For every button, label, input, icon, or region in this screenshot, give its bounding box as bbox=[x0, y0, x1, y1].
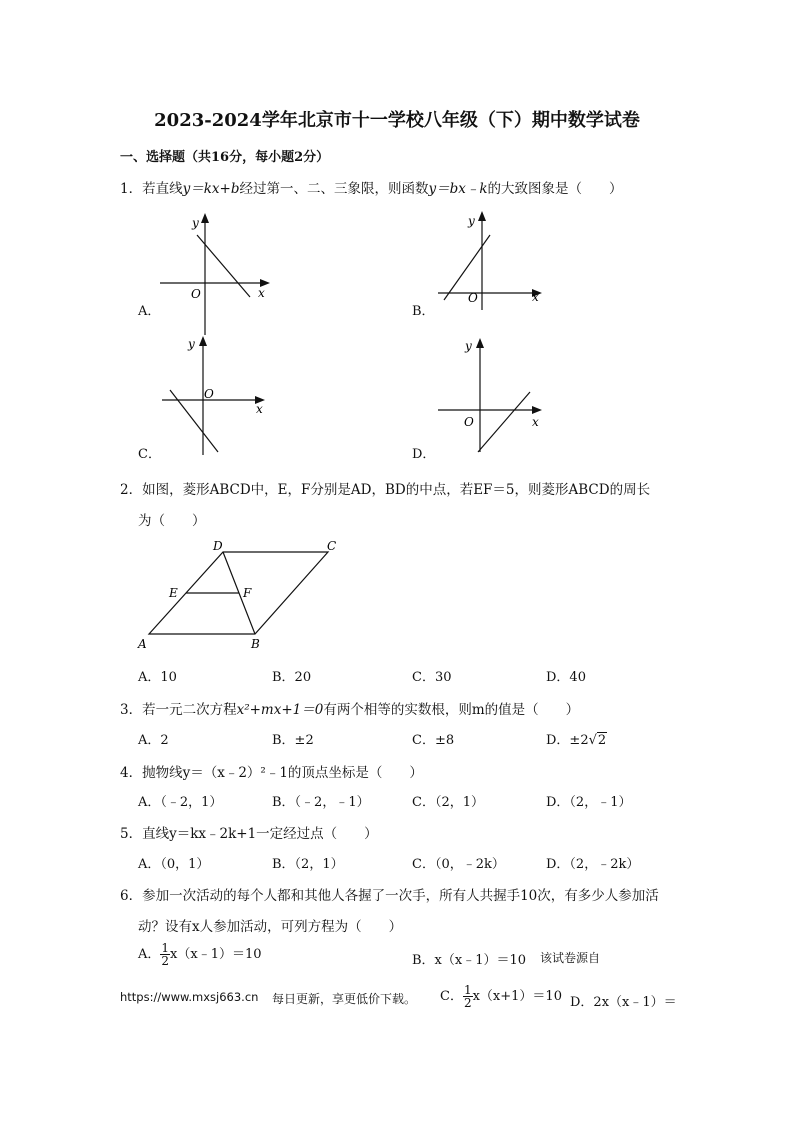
q5-option-d: D．（2，﹣2k） bbox=[546, 857, 640, 872]
q1-option-a-label: A． bbox=[138, 304, 161, 319]
q6-option-b: B．x（x﹣1）＝10 bbox=[412, 953, 527, 968]
watermark-url[interactable]: https://www.mxsj663.cn bbox=[120, 990, 259, 1004]
q4-option-b: B．（﹣2，﹣1） bbox=[272, 795, 370, 810]
q2-option-a: A．10 bbox=[138, 670, 177, 685]
y-axis-arrow bbox=[199, 336, 207, 346]
watermark-line-2: 每日更新，享更低价下载。 bbox=[272, 992, 417, 1006]
q1-option-b-label: B． bbox=[412, 304, 435, 319]
q6-option-a-rest: x（x﹣1）＝10 bbox=[170, 947, 262, 962]
question-3 bbox=[120, 698, 579, 718]
q6-option-a-label: A． bbox=[138, 947, 161, 962]
q6-option-c bbox=[440, 984, 562, 1009]
graph-line bbox=[444, 235, 490, 300]
q1-option-d-label: D． bbox=[412, 447, 436, 462]
question-1 bbox=[120, 177, 623, 197]
q4-option-c: C．（2，1） bbox=[412, 795, 484, 810]
question-2-line-2: 为（ ） bbox=[138, 513, 206, 529]
q4-option-d: D．（2，﹣1） bbox=[546, 795, 632, 810]
question-6-line-2: 动？设有x人参加活动，可列方程为（ ） bbox=[138, 919, 403, 935]
q4-option-a: A．（﹣2，1） bbox=[138, 795, 223, 810]
point-a: A bbox=[138, 637, 147, 651]
x-label: x bbox=[532, 415, 539, 429]
q3-equation: x²+mx+1＝0 bbox=[236, 702, 324, 718]
fraction-numerator: 1 bbox=[463, 983, 472, 997]
question-4: 4．抛物线y＝（x﹣2）²﹣1的顶点坐标是（ ） bbox=[120, 765, 423, 781]
q1-graph-b bbox=[430, 205, 560, 340]
q3-post: 有两个相等的实数根，则m的值是（ ） bbox=[323, 702, 580, 718]
point-d: D bbox=[213, 539, 223, 553]
q5-option-b: B．（2，1） bbox=[272, 857, 344, 872]
origin-label: O bbox=[191, 287, 201, 301]
q6-option-a bbox=[138, 942, 262, 967]
y-label: y bbox=[192, 216, 199, 230]
section-heading: 一、选择题（共16分，每小题2分） bbox=[120, 150, 330, 165]
y-axis-arrow bbox=[478, 211, 486, 221]
fraction-numerator: 1 bbox=[161, 941, 170, 955]
q1-formula-1: y＝kx+b bbox=[182, 181, 240, 197]
q1-graph-d bbox=[430, 330, 560, 460]
y-axis-arrow bbox=[201, 213, 209, 223]
q5-option-c: C．（0，﹣2k） bbox=[412, 857, 505, 872]
q6-option-d: D．2x（x﹣1）＝ bbox=[570, 995, 677, 1010]
q1-pre: 若直线 bbox=[142, 181, 183, 197]
q3-option-b: B．±2 bbox=[272, 733, 314, 748]
x-label: x bbox=[258, 286, 265, 300]
sqrt-radicand: 2 bbox=[597, 733, 607, 748]
point-b: B bbox=[251, 637, 260, 651]
x-axis-arrow bbox=[532, 406, 542, 414]
x-label: x bbox=[256, 402, 263, 416]
point-e: E bbox=[169, 586, 178, 600]
q3-option-d-label: D．±2 bbox=[546, 733, 589, 748]
point-f: F bbox=[243, 586, 252, 600]
sqrt-sign-icon: √ bbox=[588, 733, 597, 748]
q1-option-c-label: C． bbox=[138, 447, 161, 462]
y-label: y bbox=[465, 339, 472, 353]
rhombus-figure bbox=[135, 536, 345, 656]
x-label: x bbox=[532, 290, 539, 304]
paper-title: 2023-2024学年北京市十一学校八年级（下）期中数学试卷 bbox=[154, 110, 640, 131]
q2-option-d: D．40 bbox=[546, 670, 586, 685]
origin-label: O bbox=[204, 387, 214, 401]
q3-option-d bbox=[546, 729, 607, 748]
q1-number: 1． bbox=[120, 181, 143, 197]
y-axis-arrow bbox=[476, 338, 484, 348]
q5-option-a: A．（0，1） bbox=[138, 857, 210, 872]
q3-option-a: A．2 bbox=[138, 733, 169, 748]
fraction-one-half bbox=[463, 984, 473, 1009]
q6-option-c-rest: x（x+1）＝10 bbox=[472, 989, 562, 1004]
q1-mid: 经过第一、二、三象限，则函数 bbox=[239, 181, 429, 197]
q6-option-c-label: C． bbox=[440, 989, 463, 1004]
q1-graph-a bbox=[150, 205, 280, 340]
fraction-denominator: 2 bbox=[463, 996, 472, 1010]
point-c: C bbox=[327, 539, 337, 553]
question-2-line-1: 2．如图，菱形ABCD中，E，F分别是AD，BD的中点，若EF＝5，则菱形ABCD的周长 bbox=[120, 482, 651, 498]
y-label: y bbox=[188, 337, 195, 351]
y-label: y bbox=[468, 214, 475, 228]
origin-label: O bbox=[464, 415, 474, 429]
graph-line bbox=[478, 392, 530, 452]
question-5: 5．直线y＝kx﹣2k+1一定经过点（ ） bbox=[120, 826, 378, 842]
origin-label: O bbox=[468, 291, 478, 305]
fraction-one-half bbox=[160, 942, 170, 967]
q1-graph-c bbox=[150, 330, 280, 460]
q1-formula-2: y＝bx﹣k bbox=[428, 181, 488, 197]
fraction-denominator: 2 bbox=[161, 954, 170, 968]
q3-option-c: C．±8 bbox=[412, 733, 455, 748]
q2-option-b: B．20 bbox=[272, 670, 312, 685]
watermark-line-1: 该试卷源自 bbox=[540, 951, 601, 965]
q3-pre: 3．若一元二次方程 bbox=[120, 702, 237, 718]
question-6-line-1: 6．参加一次活动的每个人都和其他人各握了一次手，所有人共握手10次，有多少人参加活 bbox=[120, 888, 659, 904]
q1-post: 的大致图象是（ ） bbox=[487, 181, 623, 197]
q2-option-c: C．30 bbox=[412, 670, 452, 685]
